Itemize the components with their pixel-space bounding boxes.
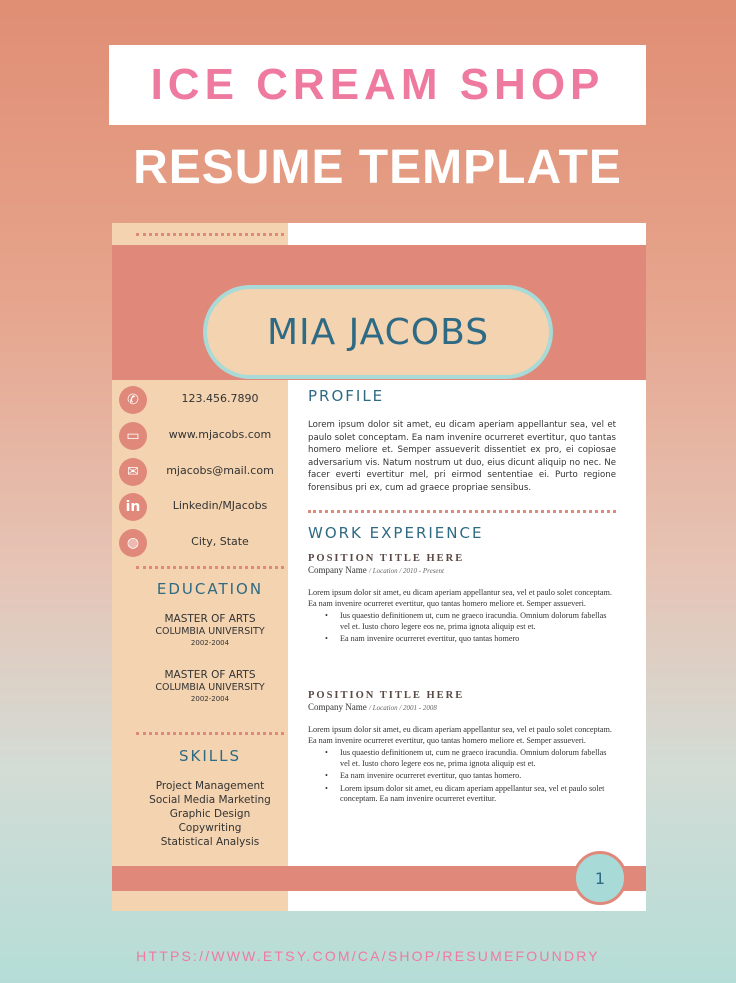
contact-row-location [112,529,288,557]
job-bullet: • Ea nam invenire ocurreret evertitur, quo tantas homero. [340,771,616,782]
job-title: POSITION TITLE HERE [308,690,465,701]
contact-email: mjacobs@mail.com [166,464,274,477]
shop-url[interactable]: HTTPS://WWW.ETSY.COM/CA/SHOP/RESUMEFOUNDRY [136,948,600,964]
job-bullets [340,611,616,645]
skill-item: Project Management [155,780,265,792]
edu-school: COLUMBIA UNIVERSITY [155,682,265,693]
skill-item: Graphic Design [169,808,251,820]
linkedin-icon: in [119,493,147,521]
contact-website: www.mjacobs.com [168,428,272,441]
job-meta: / Location / 2001 - 2008 [369,704,437,712]
contact-row-phone [112,386,288,414]
contact-row-linkedin [112,493,288,521]
job-description: Lorem ipsum dolor sit amet, eu dicam aperiam appellantur sea, vel et paulo solet conceptam. Ea nam invenire ocurreret evertitur, quo tantas homero meliore et. Semper assueveri. [308,725,612,745]
job-bullet: • Ius quaestio definitionem ut, cum ne graeco iracundia. Omnium dolorum fabellas vel et. Iusto choro legere eos ne, prima ignota aliquip est et. [340,611,616,632]
job-title: POSITION TITLE HERE [308,553,465,564]
edu-years: 2002-2004 [190,695,230,703]
contact-location: City, State [191,535,249,548]
job-company-line [308,565,616,575]
job-bullets [340,748,616,805]
phone-icon: ✆ [119,386,147,414]
skill-item: Copywriting [178,822,242,834]
contact-row-website [112,422,288,450]
header-band [112,245,646,380]
skills-list [136,779,284,849]
resume-preview [112,223,646,911]
job-company: Company Name [308,565,367,575]
edu-degree: MASTER OF ARTS [164,613,256,625]
page-number: 1 [573,851,627,905]
monitor-icon: ▭ [119,422,147,450]
education-entry [136,669,284,704]
contact-phone: 123.456.7890 [181,392,259,405]
name-pill: MIA JACOBS [203,285,553,379]
work-heading: WORK EXPERIENCE [308,524,484,542]
skill-item: Statistical Analysis [160,836,260,848]
profile-text: Lorem ipsum dolor sit amet, eu dicam aperiam appellantur sea, vel et paulo solet conceptam. Ea nam invenire ocurreret evertitur, quo tantas homero meliore et. Semper assueverit dissentiet ex pro, ei copiosae adversarium vis. Natum nostrum ut duo, eius dicunt aliquip no nec. Ne facer everti evertitur mel, pri eirmod sententiae ei. Purto regione forensibus pri ex, cum ad graece propriae sensibus. [308,420,616,493]
profile-heading: PROFILE [308,387,385,405]
edu-school: COLUMBIA UNIVERSITY [155,626,265,637]
envelope-icon: ✉ [119,458,147,486]
job-entry [308,553,616,647]
contact-linkedin: Linkedin/MJacobs [172,499,268,512]
job-description: Lorem ipsum dolor sit amet, eu dicam aperiam appellantur sea, vel et paulo solet conceptam. Ea nam invenire ocurreret evertitur, quo tantas homero meliore et. Semper assueveri. [308,588,612,608]
top-dotted-divider [136,233,284,236]
banner-title: ICE CREAM SHOP [109,45,646,125]
job-bullet: • Ius quaestio definitionem ut, cum ne graeco iracundia. Omnium dolorum fabellas vel et. Iusto choro legere eos ne, prima ignota aliquip est et. [340,748,616,769]
banner-subtitle: RESUME TEMPLATE [133,141,622,194]
job-company-line [308,702,616,712]
main-dotted-divider [308,510,616,513]
job-company: Company Name [308,702,367,712]
job-meta: / Location / 2010 - Present [369,567,444,575]
edu-degree: MASTER OF ARTS [164,669,256,681]
job-bullet: • Ea nam invenire ocurreret evertitur, quo tantas homero [340,634,616,645]
job-entry [308,690,616,807]
job-bullet: • Lorem ipsum dolor sit amet, eu dicam aperiam appellantur sea, vel et paulo solet conceptam. Ea nam invenire ocurreret evertitur. [340,784,616,805]
contact-row-email [112,458,288,486]
education-heading: EDUCATION [156,580,264,598]
skill-item: Social Media Marketing [149,794,271,806]
education-entry [136,613,284,648]
skills-heading: SKILLS [178,747,242,765]
sidebar-dotted-divider [136,566,284,569]
edu-years: 2002-2004 [190,639,230,647]
footer-band [112,866,646,891]
sidebar-dotted-divider [136,732,284,735]
globe-icon: ◍ [119,529,147,557]
